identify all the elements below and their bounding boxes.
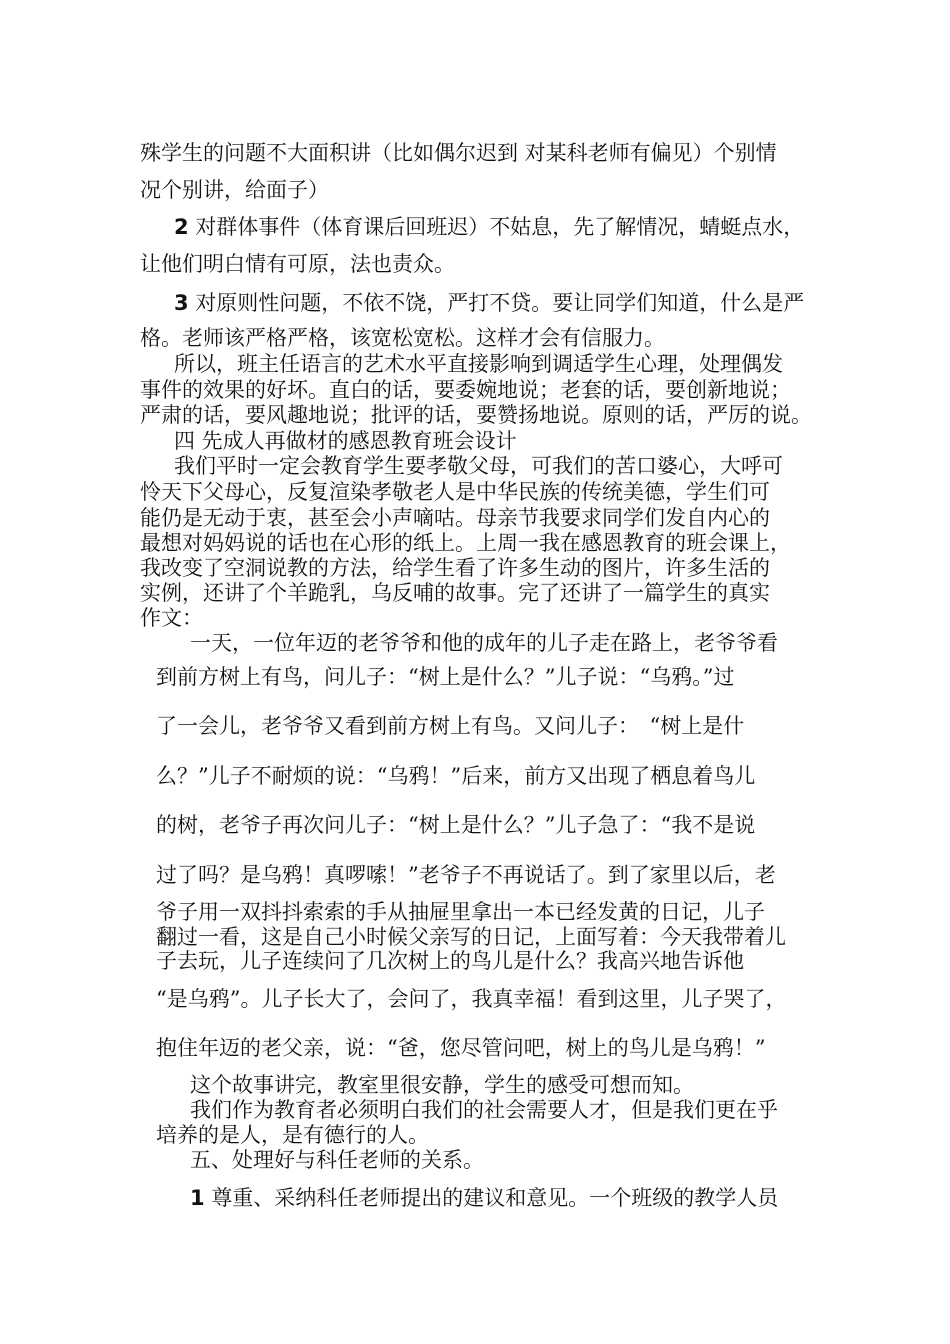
story-line: 么？”儿子不耐烦的说：“乌鸦！”后来，前方又出现了栖息着鸟儿 [156, 764, 756, 788]
item-number: 1 [190, 1186, 205, 1210]
text-line: 所以，班主任语言的艺术水平直接影响到调适学生心理，处理偶发 [174, 352, 783, 376]
story-line: 到前方树上有鸟，问儿子：“树上是什么？”儿子说：“乌鸦。”过 [156, 665, 735, 689]
item-number: 3 [174, 291, 189, 315]
story-line: 一天，一位年迈的老爷爷和他的成年的儿子走在路上，老爷爷看 [190, 631, 778, 655]
text-line [174, 214, 804, 240]
text-line: 严肃的话，要风趣地说；批评的话，要赞扬地说。原则的话，严厉的说。 [140, 403, 812, 427]
section-heading: 四 先成人再做材的感恩教育班会设计 [174, 429, 517, 453]
story-line: 了一会儿，老爷爷又看到前方树上有鸟。又问儿子： “树上是什 [156, 714, 745, 738]
text-line: 这个故事讲完，教室里很安静，学生的感受可想而知。 [190, 1073, 694, 1097]
item-number: 2 [174, 215, 189, 239]
text-line: 能仍是无动于衷，甚至会小声嘀咕。母亲节我要求同学们发自内心的 [140, 506, 770, 530]
text-line: 最想对妈妈说的话也在心形的纸上。上周一我在感恩教育的班会课上， [140, 531, 791, 555]
text-line: 培养的是人，是有德行的人。 [156, 1123, 429, 1147]
text-line: 格。老师该严格严格，该宽松宽松。这样才会有信服力。 [140, 326, 665, 350]
story-line: 子去玩，儿子连续问了几次树上的鸟儿是什么？我高兴地告诉他 [156, 949, 744, 973]
section-heading: 五、处理好与科任老师的关系。 [190, 1148, 484, 1172]
text-line: 让他们明白情有可原，法也责众。 [140, 252, 455, 276]
text-line: 我们作为教育者必须明白我们的社会需要人才，但是我们更在乎 [190, 1098, 778, 1122]
story-line: 过了吗？是乌鸦！真啰嗦！”老爷子不再说话了。到了家里以后，老 [156, 863, 776, 887]
text-line: 我改变了空洞说教的方法，给学生看了许多生动的图片，许多生活的 [140, 556, 770, 580]
text-line: 怜天下父母心，反复渲染孝敬老人是中华民族的传统美德，学生们可 [140, 480, 770, 504]
text-line: 作文： [140, 606, 203, 630]
text-line: 我们平时一定会教育学生要孝敬父母，可我们的苦口婆心，大呼可 [174, 454, 783, 478]
story-line: 爷子用一双抖抖索索的手从抽屉里拿出一本已经发黄的日记，儿子 [156, 900, 765, 924]
text-line: 实例，还讲了个羊跪乳，乌反哺的故事。完了还讲了一篇学生的真实 [140, 581, 770, 605]
text-line: 况个别讲，给面子） [140, 178, 329, 202]
story-line: 抱住年迈的老父亲，说：“爸，您尽管问吧，树上的鸟儿是乌鸦！” [156, 1036, 766, 1060]
story-line: “是乌鸦”。儿子长大了，会问了，我真幸福！看到这里，儿子哭了， [156, 987, 787, 1011]
text-line: 事件的效果的好坏。直白的话，要委婉地说；老套的话，要创新地说； [140, 378, 791, 402]
text-span: 尊重、采纳科任老师提出的建议和意见。一个班级的教学人员 [211, 1186, 779, 1210]
text-line [190, 1185, 778, 1211]
text-line: 殊学生的问题不大面积讲（比如偶尔迟到 对某科老师有偏见）个别情 [140, 141, 777, 165]
text-span: 对原则性问题，不依不饶，严打不贷。要让同学们知道，什么是严 [195, 291, 805, 315]
text-span: 对群体事件（体育课后回班迟）不姑息，先了解情况，蜻蜓点水， [195, 215, 805, 239]
text-line [174, 290, 804, 316]
story-line: 翻过一看，这是自己小时候父亲写的日记，上面写着：今天我带着儿 [156, 925, 786, 949]
story-line: 的树，老爷子再次问儿子：“树上是什么？”儿子急了：“我不是说 [156, 813, 756, 837]
